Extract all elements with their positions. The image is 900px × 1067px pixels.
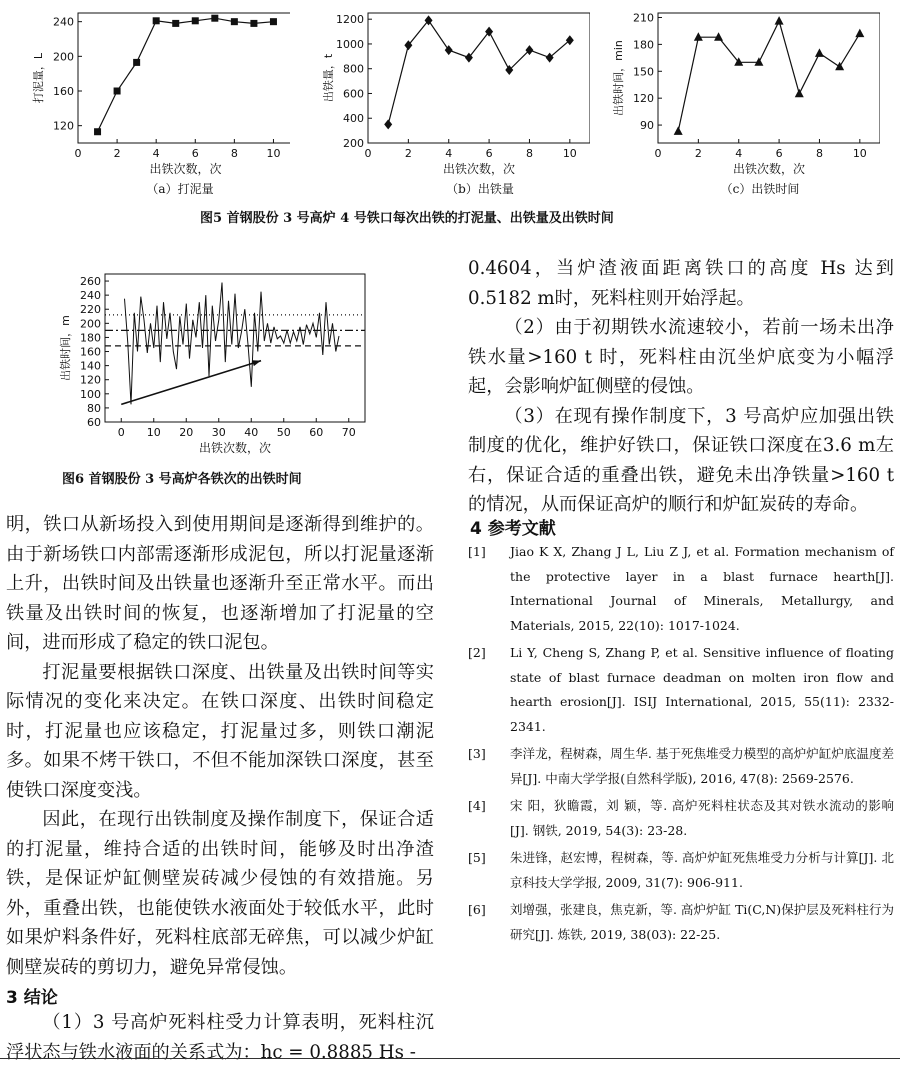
plot-frame bbox=[368, 13, 590, 143]
y-tick-label: 120 bbox=[80, 373, 101, 387]
y-tick-label: 800 bbox=[343, 62, 364, 76]
right-top-text bbox=[468, 254, 894, 520]
x-tick-label: 10 bbox=[146, 426, 161, 439]
y-tick-label: 600 bbox=[343, 87, 364, 101]
page-bottom-rule bbox=[0, 1058, 900, 1059]
x-tick-label: 6 bbox=[485, 147, 493, 160]
subcaption-c: （c）出铁时间 bbox=[720, 182, 800, 196]
data-point bbox=[546, 53, 554, 63]
data-point bbox=[566, 35, 574, 45]
data-point bbox=[270, 18, 277, 25]
reference-number: [6] bbox=[468, 902, 486, 917]
x-tick-label: 8 bbox=[230, 147, 238, 160]
series-line bbox=[125, 283, 340, 405]
paragraph: （3）在现有操作制度下，3 号高炉应加强出铁制度的优化，维护好铁口，保证铁口深度在3.6 m左右，保证合适的重叠出铁，避免未出净铁量>160 t 的情况，从而保证高炉的顺行和炉缸炭砖的寿命。 bbox=[468, 405, 894, 515]
data-point bbox=[714, 32, 723, 41]
data-point bbox=[133, 59, 140, 66]
reference-item bbox=[468, 846, 894, 895]
x-tick-label: 70 bbox=[341, 426, 356, 439]
x-tick-label: 4 bbox=[445, 147, 453, 160]
x-tick-label: 2 bbox=[113, 147, 121, 160]
data-point bbox=[384, 119, 392, 129]
reference-text: 刘增强，张建良，焦克新，等. 高炉炉缸 Ti(C,N)保护层及死料柱行为研究[J]. 炼铁, 2019, 38(03): 22-25. bbox=[510, 902, 894, 942]
y-tick-label: 150 bbox=[633, 65, 654, 79]
data-point bbox=[775, 16, 784, 25]
y-tick-label: 160 bbox=[53, 85, 74, 98]
data-point bbox=[795, 89, 804, 98]
data-point bbox=[694, 32, 703, 41]
reference-text: 李洋龙，程树森，周生华. 基于死焦堆受力模型的高炉炉缸炉底温度差异[J]. 中南大学学报(自然科学版), 2016, 47(8): 2569-2576. bbox=[510, 746, 894, 786]
y-tick-label: 200 bbox=[80, 317, 101, 331]
trend-arrow bbox=[121, 361, 261, 405]
reference-number: [4] bbox=[468, 798, 486, 813]
plot-frame bbox=[78, 13, 290, 143]
data-point bbox=[250, 20, 257, 27]
y-tick-label: 80 bbox=[87, 401, 101, 415]
data-point bbox=[94, 128, 101, 135]
y-tick-label: 180 bbox=[633, 38, 654, 52]
y-axis-label: 出铁时间，min bbox=[612, 40, 625, 116]
x-tick-label: 6 bbox=[775, 147, 783, 160]
series-line bbox=[98, 18, 274, 132]
series-line bbox=[388, 20, 570, 124]
series-line bbox=[678, 21, 860, 131]
subcaption-b: （b）出铁量 bbox=[446, 182, 514, 196]
x-tick-label: 6 bbox=[191, 147, 199, 160]
x-tick-label: 0 bbox=[117, 426, 125, 439]
x-tick-label: 2 bbox=[404, 147, 412, 160]
y-tick-label: 200 bbox=[53, 50, 74, 64]
y-tick-label: 210 bbox=[633, 11, 654, 25]
y-tick-label: 200 bbox=[343, 137, 364, 150]
y-tick-label: 160 bbox=[80, 345, 101, 359]
x-tick-label: 40 bbox=[244, 426, 259, 439]
chart-mud-amount bbox=[30, 5, 290, 180]
trend-arrow-head bbox=[252, 360, 261, 366]
reference-item bbox=[468, 641, 894, 739]
paragraph: 打泥量要根据铁口深度、出铁量及出铁时间等实际情况的变化来决定。在铁口深度、出铁时间稳定时，打泥量也应该稳定，打泥量过多，则铁口潮泥多。如果不烤干铁口，不但不能加深铁口深度，甚至使铁口深度变浅。 bbox=[6, 661, 434, 801]
y-tick-label: 240 bbox=[53, 15, 74, 29]
y-tick-label: 140 bbox=[80, 359, 101, 373]
x-tick-label: 0 bbox=[364, 147, 372, 160]
data-point bbox=[674, 126, 683, 135]
y-tick-label: 1000 bbox=[336, 37, 364, 51]
y-tick-label: 180 bbox=[80, 331, 101, 345]
figure-6-caption: 图6 首钢股份 3 号高炉各铁次的出铁时间 bbox=[62, 472, 302, 487]
x-tick-label: 10 bbox=[562, 147, 577, 160]
section-4-heading: 4 参考文献 bbox=[470, 519, 556, 539]
y-tick-label: 240 bbox=[80, 289, 101, 303]
reference-number: [1] bbox=[468, 544, 486, 559]
figure-5-caption: 图5 首钢股份 3 号高炉 4 号铁口每次出铁的打泥量、出铁量及出铁时间 bbox=[200, 211, 614, 226]
paragraph: （1）3 号高炉死料柱受力计算表明，死料柱沉浮状态与铁水液面的关系式为：hc = 0.8885 Hs - bbox=[6, 1012, 434, 1063]
y-axis-label: 出铁量，t bbox=[322, 53, 335, 103]
reference-text: Li Y, Cheng S, Zhang P, et al. Sensitive influence of floating state of blast furnace deadman on molten iron flow and hearth erosion[J]. ISIJ International, 2015, 55(11): 2332-2341. bbox=[510, 645, 894, 734]
reference-number: [3] bbox=[468, 746, 486, 761]
y-tick-label: 1200 bbox=[336, 13, 364, 27]
reference-text: 宋 阳，狄瞻霞，刘 颖，等. 高炉死料柱状态及其对铁水流动的影响[J]. 钢铁, 2019, 54(3): 23-28. bbox=[510, 798, 894, 838]
x-tick-label: 60 bbox=[309, 426, 324, 439]
y-tick-label: 400 bbox=[343, 112, 364, 126]
x-axis-label: 出铁次数，次 bbox=[732, 162, 806, 176]
x-axis-label: 出铁次数，次 bbox=[198, 441, 272, 455]
paragraph: 明，铁口从新场投入到使用期间是逐渐得到维护的。由于新场铁口内部需逐渐形成泥包，所以打泥量逐渐上升，出铁时间及出铁量也逐渐升至正常水平。而出铁量及出铁时间的恢复，也逐渐增加了打泥量的空间，进而形成了稳定的铁口泥包。 bbox=[6, 514, 434, 653]
data-point bbox=[211, 15, 218, 22]
x-axis-label: 出铁次数，次 bbox=[442, 162, 516, 176]
data-point bbox=[835, 62, 844, 71]
reference-text: 朱进锋，赵宏博，程树森，等. 高炉炉缸死焦堆受力分析与计算[J]. 北京科技大学学报, 2009, 31(7): 906-911. bbox=[510, 850, 894, 890]
y-tick-label: 120 bbox=[53, 119, 74, 133]
x-tick-label: 8 bbox=[815, 147, 823, 160]
x-tick-label: 10 bbox=[852, 147, 867, 160]
paragraph: （2）由于初期铁水流速较小，若前一场未出净铁水量>160 t 时，死料柱由沉坐炉底变为小幅浮起，会影响炉缸侧壁的侵蚀。 bbox=[468, 317, 894, 397]
section-3-heading: 3 结论 bbox=[6, 988, 58, 1008]
x-tick-label: 0 bbox=[74, 147, 82, 160]
reference-number: [2] bbox=[468, 645, 486, 660]
reference-item bbox=[468, 794, 894, 843]
subcaption-a: （a）打泥量 bbox=[146, 182, 214, 196]
x-axis-label: 出铁次数，次 bbox=[149, 162, 222, 176]
data-point bbox=[855, 29, 864, 38]
data-point bbox=[815, 48, 824, 57]
chart-iron-output bbox=[320, 5, 590, 180]
x-tick-label: 20 bbox=[179, 426, 194, 439]
y-axis-label: 出铁时间，m bbox=[59, 315, 72, 381]
y-tick-label: 90 bbox=[640, 119, 654, 133]
reference-item bbox=[468, 540, 894, 638]
y-tick-label: 120 bbox=[633, 92, 654, 106]
data-point bbox=[114, 88, 121, 95]
reference-text: Jiao K X, Zhang J L, Liu Z J, et al. Formation mechanism of the protective layer in a blast furnace hearth[J]. International Journal of Minerals, Metallurgy, and Materials, 2015, 22(10): 1017-1024. bbox=[510, 544, 894, 633]
data-point bbox=[172, 20, 179, 27]
x-tick-label: 8 bbox=[525, 147, 533, 160]
chart-tapping-time bbox=[610, 5, 880, 180]
reference-list bbox=[468, 540, 894, 950]
data-point bbox=[231, 18, 238, 25]
y-tick-label: 100 bbox=[80, 387, 101, 401]
paragraph: 0.4604，当炉渣液面距离铁口的高度 Hs 达到 0.5182 m时，死料柱则开始浮起。 bbox=[468, 258, 894, 309]
y-axis-label: 打泥量，L bbox=[32, 52, 45, 104]
x-tick-label: 4 bbox=[735, 147, 743, 160]
y-tick-label: 60 bbox=[87, 416, 101, 429]
x-tick-label: 4 bbox=[152, 147, 160, 160]
x-tick-label: 2 bbox=[694, 147, 702, 160]
paragraph: 因此，在现行出铁制度及操作制度下，保证合适的打泥量，维持合适的出铁时间，能够及时出净渣铁，是保证炉缸侧壁炭砖减少侵蚀的有效措施。另外，重叠出铁，也能使铁水液面处于较低水平，此时如果炉料条件好，死料柱底部无碎焦，可以减少炉缸侧壁炭砖的剪切力，避免异常侵蚀。 bbox=[6, 809, 434, 978]
x-tick-label: 50 bbox=[276, 426, 291, 439]
chart-tapping-time-all bbox=[50, 270, 380, 465]
data-point bbox=[192, 17, 199, 24]
x-tick-label: 30 bbox=[211, 426, 226, 439]
y-tick-label: 220 bbox=[80, 303, 101, 317]
left-body-text bbox=[6, 510, 434, 982]
reference-item bbox=[468, 742, 894, 791]
reference-number: [5] bbox=[468, 850, 486, 865]
x-tick-label: 10 bbox=[266, 147, 281, 160]
y-tick-label: 260 bbox=[80, 275, 101, 289]
reference-item bbox=[468, 898, 894, 947]
x-tick-label: 0 bbox=[654, 147, 662, 160]
plot-frame bbox=[658, 13, 880, 143]
data-point bbox=[153, 17, 160, 24]
data-point bbox=[754, 57, 763, 66]
